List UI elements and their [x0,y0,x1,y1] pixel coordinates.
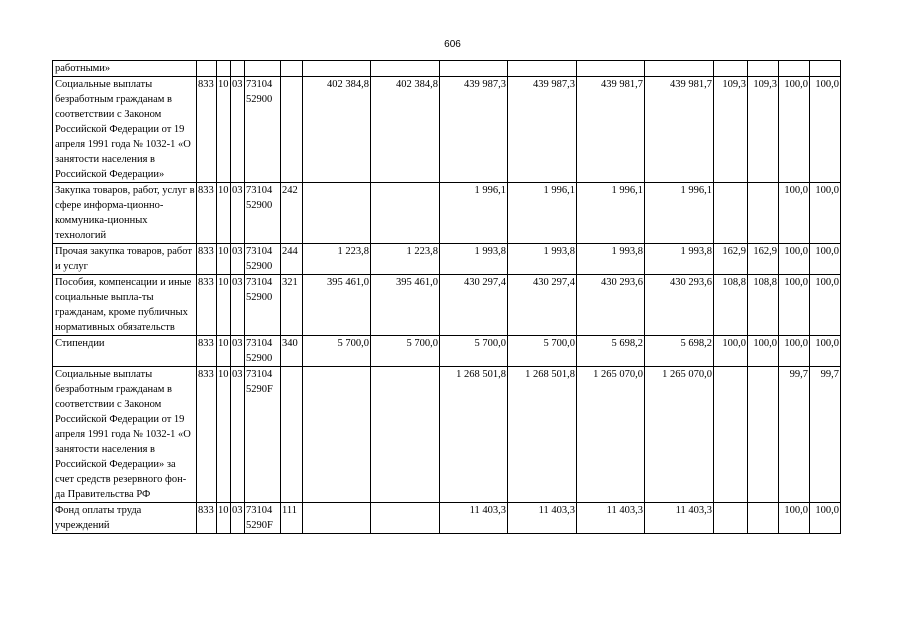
cell-value [371,503,440,534]
cell-percent: 100,0 [779,244,810,275]
cell-percent: 100,0 [810,244,841,275]
cell-section: 10 [217,183,231,244]
target-article-part2: 52900 [246,200,273,211]
cell-percent [714,503,748,534]
cell-value: 11 403,3 [440,503,508,534]
cell-percent: 100,0 [810,183,841,244]
page-number: 606 [444,39,461,50]
cell-value: 439 987,3 [440,77,508,183]
cell-subsection: 03 [231,336,245,367]
cell-name: Закупка товаров, работ, услуг в сфере информа-ционно-коммуника-ционных технологий [53,183,197,244]
cell-expense-type: 242 [281,183,303,244]
cell-subsection [231,61,245,77]
cell-subsection: 03 [231,367,245,503]
cell-value: 1 996,1 [577,183,645,244]
cell-expense-type: 111 [281,503,303,534]
cell-value: 439 981,7 [577,77,645,183]
table-row [53,275,841,336]
cell-percent [714,183,748,244]
cell-section: 10 [217,275,231,336]
target-article-part1: 73104 [246,185,273,196]
cell-percent [810,61,841,77]
cell-section [217,61,231,77]
cell-percent: 100,0 [779,275,810,336]
cell-admin-code: 833 [197,183,217,244]
target-article-part2: 5290F [246,520,273,531]
cell-subsection: 03 [231,183,245,244]
cell-admin-code: 833 [197,503,217,534]
cell-value: 395 461,0 [303,275,371,336]
cell-percent: 108,8 [748,275,779,336]
cell-value [371,183,440,244]
cell-percent [748,183,779,244]
cell-subsection: 03 [231,275,245,336]
cell-section: 10 [217,503,231,534]
cell-target-article [245,367,281,503]
cell-expense-type [281,367,303,503]
cell-value: 430 297,4 [440,275,508,336]
cell-value: 402 384,8 [303,77,371,183]
cell-subsection: 03 [231,77,245,183]
cell-expense-type: 244 [281,244,303,275]
target-article-part1: 73104 [246,338,273,349]
cell-value [303,503,371,534]
cell-section: 10 [217,77,231,183]
cell-percent [714,367,748,503]
cell-name: Социальные выплаты безработным гражданам в соответствии с Законом Российской Федерации от 19 апреля 1991 года № 1032-1 «О занятости населения в Российской Федерации» за счет средств резервного фон-да Правительства РФ [53,367,197,503]
table-row [53,183,841,244]
cell-percent: 100,0 [779,336,810,367]
target-article-part2: 5290F [246,384,273,395]
target-article-part2: 52900 [246,353,273,364]
cell-percent: 100,0 [810,336,841,367]
cell-value: 430 297,4 [508,275,577,336]
cell-value: 439 987,3 [508,77,577,183]
cell-value [371,367,440,503]
table-row [53,244,841,275]
cell-name: Прочая закупка товаров, работ и услуг [53,244,197,275]
table-row [53,61,841,77]
cell-percent [714,61,748,77]
cell-value: 430 293,6 [645,275,714,336]
cell-target-article [245,244,281,275]
cell-value [303,183,371,244]
table-row [53,77,841,183]
cell-value: 1 265 070,0 [577,367,645,503]
cell-admin-code: 833 [197,244,217,275]
cell-name: работными» [53,61,197,77]
cell-value: 1 268 501,8 [508,367,577,503]
cell-percent: 100,0 [779,77,810,183]
cell-value: 5 700,0 [371,336,440,367]
cell-subsection: 03 [231,244,245,275]
cell-value: 1 996,1 [508,183,577,244]
cell-admin-code: 833 [197,367,217,503]
cell-value: 402 384,8 [371,77,440,183]
cell-value: 430 293,6 [577,275,645,336]
table-row [53,336,841,367]
cell-admin-code: 833 [197,77,217,183]
cell-target-article [245,77,281,183]
cell-percent: 100,0 [810,275,841,336]
cell-percent: 100,0 [779,183,810,244]
cell-admin-code: 833 [197,275,217,336]
cell-value: 1 993,8 [440,244,508,275]
cell-percent: 109,3 [748,77,779,183]
cell-value: 1 223,8 [371,244,440,275]
cell-percent: 109,3 [714,77,748,183]
cell-percent: 99,7 [779,367,810,503]
cell-value: 11 403,3 [508,503,577,534]
cell-value: 11 403,3 [577,503,645,534]
cell-value: 1 265 070,0 [645,367,714,503]
cell-percent [748,367,779,503]
cell-section: 10 [217,244,231,275]
cell-percent: 100,0 [810,77,841,183]
cell-percent: 99,7 [810,367,841,503]
cell-section: 10 [217,336,231,367]
cell-value: 1 996,1 [645,183,714,244]
target-article-part1: 73104 [246,369,273,380]
cell-target-article [245,503,281,534]
cell-value [440,61,508,77]
cell-admin-code [197,61,217,77]
cell-value: 439 981,7 [645,77,714,183]
cell-percent: 100,0 [714,336,748,367]
cell-value: 1 993,8 [645,244,714,275]
table-row [53,367,841,503]
cell-percent: 162,9 [714,244,748,275]
cell-name: Социальные выплаты безработным гражданам в соответствии с Законом Российской Федерации от 19 апреля 1991 года № 1032-1 «О занятости населения в Российской Федерации» [53,77,197,183]
cell-expense-type: 340 [281,336,303,367]
cell-value: 1 993,8 [577,244,645,275]
cell-value [577,61,645,77]
cell-expense-type: 321 [281,275,303,336]
target-article-part1: 73104 [246,277,273,288]
cell-percent [748,61,779,77]
cell-percent: 108,8 [714,275,748,336]
cell-value [303,61,371,77]
cell-percent: 100,0 [748,336,779,367]
cell-target-article [245,183,281,244]
target-article-part1: 73104 [246,505,273,516]
cell-name: Пособия, компенсации и иные социальные выпла-ты гражданам, кроме публичных нормативных обязательств [53,275,197,336]
cell-value: 11 403,3 [645,503,714,534]
target-article-part1: 73104 [246,246,273,257]
table-row [53,503,841,534]
cell-percent: 100,0 [779,503,810,534]
cell-percent: 100,0 [810,503,841,534]
cell-name: Стипендии [53,336,197,367]
cell-value: 5 700,0 [303,336,371,367]
table-body [53,61,841,534]
cell-target-article [245,336,281,367]
cell-value: 5 700,0 [508,336,577,367]
cell-value: 1 996,1 [440,183,508,244]
target-article-part2: 52900 [246,261,273,272]
cell-value: 1 993,8 [508,244,577,275]
cell-percent [748,503,779,534]
cell-value [303,367,371,503]
cell-value: 5 698,2 [645,336,714,367]
cell-subsection: 03 [231,503,245,534]
cell-admin-code: 833 [197,336,217,367]
target-article-part2: 52900 [246,292,273,303]
cell-percent: 162,9 [748,244,779,275]
cell-expense-type [281,61,303,77]
cell-section: 10 [217,367,231,503]
cell-expense-type [281,77,303,183]
cell-value [645,61,714,77]
cell-value: 1 223,8 [303,244,371,275]
cell-name: Фонд оплаты труда учреждений [53,503,197,534]
target-article-part2: 52900 [246,94,273,105]
cell-value: 395 461,0 [371,275,440,336]
cell-percent [779,61,810,77]
cell-value: 1 268 501,8 [440,367,508,503]
cell-value: 5 700,0 [440,336,508,367]
cell-target-article [245,61,281,77]
cell-target-article [245,275,281,336]
target-article-part1: 73104 [246,79,273,90]
budget-table [52,60,841,534]
cell-value [508,61,577,77]
cell-value: 5 698,2 [577,336,645,367]
cell-value [371,61,440,77]
